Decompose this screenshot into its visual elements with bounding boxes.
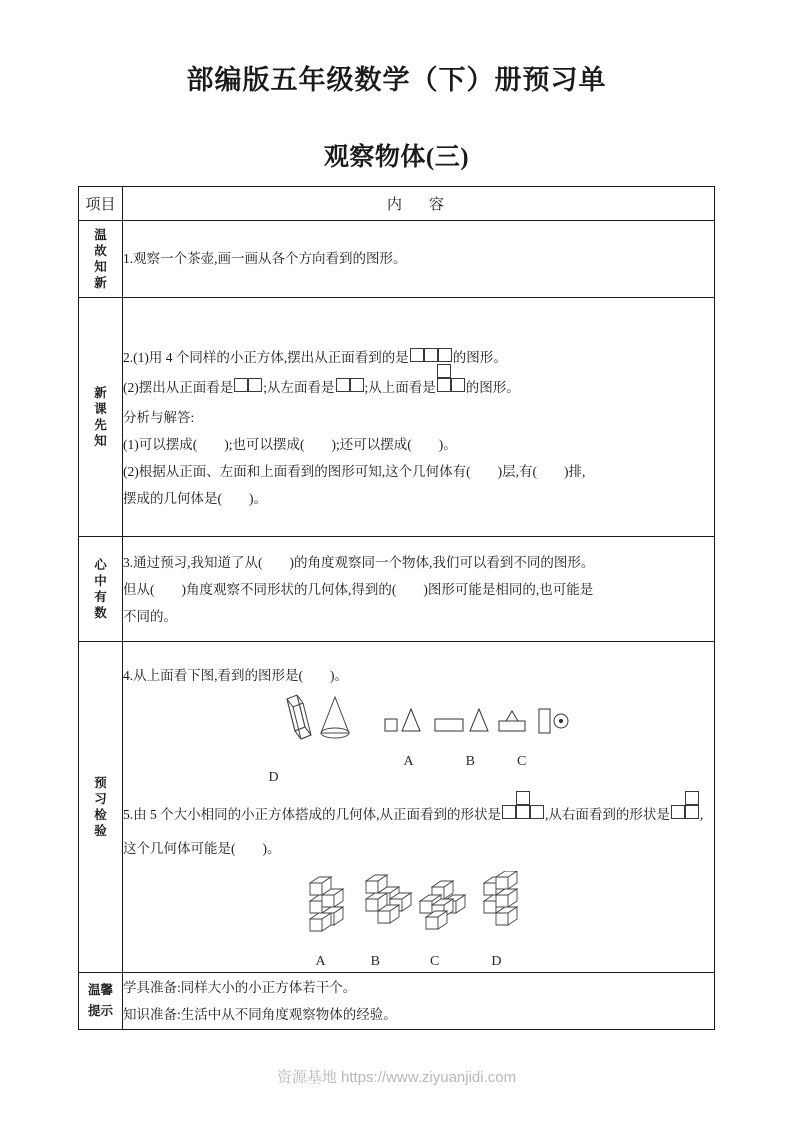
- question-5-text: [123, 798, 714, 866]
- q4-option-d-icon: [539, 709, 568, 733]
- question-4-option-labels: [123, 754, 714, 786]
- header-item-label: 项目: [85, 197, 116, 213]
- figure-two-squares-row-left: [336, 378, 364, 392]
- row-label-yuxi: [79, 642, 123, 973]
- header-cell-content: [123, 187, 715, 221]
- q4-option-c-icon: [499, 711, 525, 731]
- square: [671, 805, 685, 819]
- header-cell-item: [79, 187, 123, 221]
- table-header-row: [79, 187, 715, 221]
- q2-2-text-a: (2)摆出从正面看是: [123, 379, 234, 395]
- watermark: 资源基地 https://www.ziyuanjidi.com: [276, 1069, 517, 1086]
- row-content-xinzhong: [123, 537, 715, 642]
- q2-2-text-b: ;从左面看是: [263, 379, 335, 395]
- question-5-figures: [123, 871, 714, 952]
- header-content-label: 内 容: [386, 197, 450, 213]
- row-content-xinke: [123, 298, 715, 537]
- question-2-part1: [123, 344, 714, 372]
- table-row: [79, 973, 715, 1030]
- question-4-text: 4.从上面看下图,看到的图形是( )。: [123, 667, 348, 683]
- table-row: [79, 642, 715, 973]
- question-3-line-3: 不同的。: [123, 608, 177, 624]
- q4-option-b-icon: [435, 709, 488, 731]
- square: [685, 805, 699, 819]
- square: [685, 791, 699, 805]
- square: [530, 805, 544, 819]
- square: [437, 378, 451, 392]
- q2-2-text-c: ;从上面看是: [364, 379, 436, 395]
- analysis-title: 分析与解答:: [123, 409, 195, 425]
- table-row: [79, 298, 715, 537]
- question-3-line-1: 3.通过预习,我知道了从( )的角度观察同一个物体,我们可以看到不同的图形。: [123, 554, 595, 570]
- q5-text-d: ,这个几何体可能是( )。: [123, 806, 704, 856]
- table-row: [79, 537, 715, 642]
- tip-line-2: 知识准备:生活中从不同角度观察物体的经验。: [123, 1007, 397, 1022]
- square: [438, 348, 452, 362]
- row-content-wengu: [123, 221, 715, 298]
- q4-figure-svg: [269, 691, 569, 747]
- table-row: [79, 221, 715, 298]
- figure-L-shape-top: [437, 378, 465, 392]
- question-5-option-labels: [123, 954, 714, 970]
- square: [424, 348, 438, 362]
- question-3-line-2: 但从( )角度观察不同形状的几何体,得到的( )图形可能是相同的,也可能是: [123, 581, 594, 597]
- row-label-xinke: [79, 298, 123, 537]
- square: [336, 378, 350, 392]
- analysis-line-2b: 摆成的几何体是( )。: [123, 490, 267, 506]
- square: [502, 805, 516, 819]
- analysis-line-1: (1)可以摆成( );也可以摆成( );还可以摆成( )。: [123, 436, 457, 452]
- row-label-text: 温故知新: [94, 227, 107, 290]
- q5-figure-svg: [304, 871, 534, 947]
- square: [410, 348, 424, 362]
- row-label-text: 预习检验: [94, 775, 107, 838]
- row-label-wengu: [79, 221, 123, 298]
- page-subtitle: 观察物体(三): [323, 144, 470, 171]
- row-label-text: 温馨提示: [87, 982, 113, 1018]
- analysis-line-2a: (2)根据从正面、左面和上面看到的图形可知,这个几何体有( )层,有( )排,: [123, 463, 586, 479]
- q2-1-text-after: 的图形。: [452, 350, 507, 366]
- square: [451, 378, 465, 392]
- q2-1-text-before: 2.(1)用 4 个同样的小正方体,摆出从正面看到的是: [123, 350, 409, 366]
- cone-icon: [321, 697, 349, 738]
- row-label-text: 新课先知: [94, 385, 107, 448]
- square: [516, 791, 530, 805]
- row-content-wenxin: [123, 973, 715, 1030]
- figure-q5-right-view: [671, 805, 699, 819]
- square: [248, 378, 262, 392]
- question-2-part2: [123, 372, 714, 404]
- q5-text-a: 5.由 5 个大小相同的小正方体搭成的几何体,从正面看到的形状是: [123, 806, 501, 822]
- row-label-text: 心中有数: [94, 557, 107, 620]
- figure-three-squares-row: [410, 348, 452, 362]
- square: [350, 378, 364, 392]
- tip-line-1: 学具准备:同样大小的小正方体若干个。: [123, 980, 357, 995]
- figure-q5-front-view: [502, 805, 544, 819]
- q5-option-label-d: D: [491, 954, 502, 970]
- page-title: 部编版五年级数学（下）册预习单: [186, 65, 607, 95]
- q5-option-a-icon: [310, 877, 343, 931]
- q2-2-text-d: 的图形。: [465, 379, 520, 395]
- q5-option-b-icon: [366, 875, 411, 923]
- q5-text-b: ,从右面看: [545, 806, 603, 822]
- square: [516, 805, 530, 819]
- q5-text-c: 到的形状是: [602, 806, 670, 822]
- square: [234, 378, 248, 392]
- q5-option-label-c: C: [429, 954, 440, 970]
- q4-option-a-icon: [385, 709, 420, 731]
- row-content-yuxi: [123, 642, 715, 973]
- row-label-xinzhong: [79, 537, 123, 642]
- row-label-wenxin: [79, 973, 123, 1030]
- figure-two-squares-row-front: [234, 378, 262, 392]
- question-1: 1.观察一个茶壶,画一画从各个方向看到的图形。: [123, 251, 407, 267]
- q5-option-label-a: A: [315, 954, 326, 970]
- q4-option-label-c: C: [516, 753, 527, 769]
- rectangular-prism-icon: [287, 695, 311, 739]
- q4-option-label-b: B: [465, 753, 475, 769]
- q5-option-d-icon: [484, 871, 517, 925]
- q5-option-label-b: B: [370, 954, 380, 970]
- square: [437, 364, 451, 378]
- q4-option-label-a: A: [403, 753, 414, 769]
- q5-option-c-icon: [420, 881, 465, 929]
- q4-option-label-d: D: [268, 769, 279, 785]
- question-4-figures: [123, 691, 714, 752]
- worksheet-table: [78, 186, 715, 1030]
